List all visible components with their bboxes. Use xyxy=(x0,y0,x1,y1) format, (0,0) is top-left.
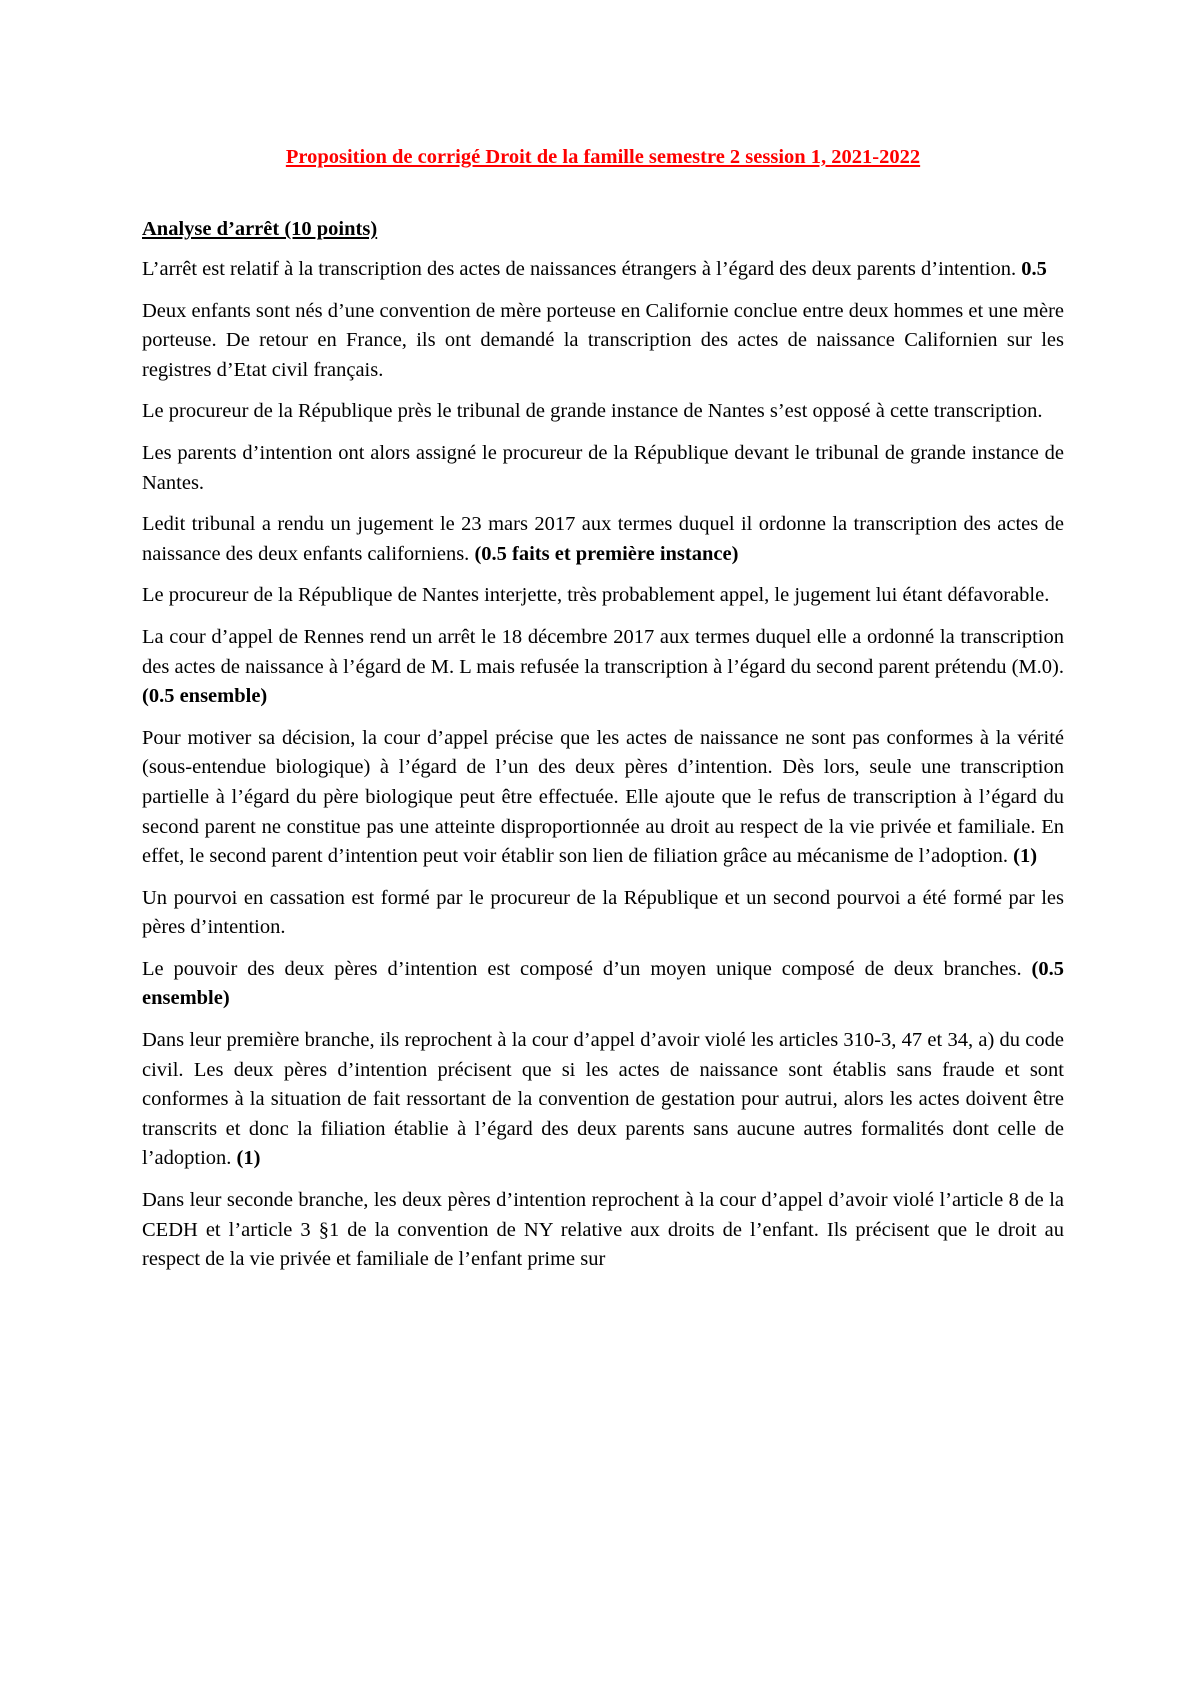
score-annotation: (0.5 ensemble) xyxy=(142,957,1064,1010)
paragraph xyxy=(142,955,1064,1014)
paragraph-text: Le procureur de la République près le tribunal de grande instance de Nantes s’est opposé à cette transcription. xyxy=(142,400,1043,423)
paragraph xyxy=(142,439,1064,498)
paragraph-list xyxy=(142,255,1064,1275)
paragraph-text: Deux enfants sont nés d’une convention de mère porteuse en Californie conclue entre deux hommes et une mère porteuse. De retour en France, ils ont demandé la transcription des actes de naissance Californien sur les registres d’Etat civil français. xyxy=(142,299,1064,381)
score-annotation: (0.5 ensemble) xyxy=(142,685,268,708)
paragraph xyxy=(142,724,1064,872)
paragraph xyxy=(142,255,1064,285)
paragraph xyxy=(142,510,1064,569)
paragraph-text: Le procureur de la République de Nantes interjette, très probablement appel, le jugement lui étant défavorable. xyxy=(142,584,1050,607)
score-annotation: (1) xyxy=(1013,845,1038,868)
document-title: Proposition de corrigé Droit de la famille semestre 2 session 1, 2021-2022 xyxy=(285,146,921,168)
score-annotation: (0.5 faits et première instance) xyxy=(474,542,739,565)
paragraph xyxy=(142,581,1064,611)
section-heading: Analyse d’arrêt (10 points) xyxy=(142,218,378,240)
paragraph xyxy=(142,397,1064,427)
paragraph-text: L’arrêt est relatif à la transcription des actes de naissances étrangers à l’égard des deux parents d’intention. xyxy=(142,258,1022,280)
paragraph xyxy=(142,1186,1064,1275)
paragraph-text: La cour d’appel de Rennes rend un arrêt le 18 décembre 2017 aux termes duquel elle a ordonné la transcription des actes de naissance à l’égard de M. L mais refusée la transcription à l’égard du second parent prétendu (M.0). xyxy=(142,625,1064,678)
paragraph xyxy=(142,884,1064,943)
paragraph-text: Le pouvoir des deux pères d’intention est composé d’un moyen unique composé de deux branches. xyxy=(142,957,1032,980)
paragraph-text: Les parents d’intention ont alors assigné le procureur de la République devant le tribunal de grande instance de Nantes. xyxy=(142,441,1064,494)
paragraph-text: Un pourvoi en cassation est formé par le procureur de la République et un second pourvoi a été formé par les pères d’intention. xyxy=(142,886,1064,939)
paragraph-text: Ledit tribunal a rendu un jugement le 23 mars 2017 aux termes duquel il ordonne la transcription des actes de naissance des deux enfants californiens. xyxy=(142,513,1064,565)
paragraph-text: Dans leur première branche, ils reprochent à la cour d’appel d’avoir violé les articles 310-3, 47 et 34, a) du code civil. Les deux pères d’intention précisent que si les actes de naissance sont établis sans fraude et sont conformes à la situation de fait ressortant de la convention de gestation pour autrui, alors les actes doivent être transcrits et donc la filiation établie à l’égard des deux parents sans aucune autres formalités dont celle de l’adoption. xyxy=(142,1029,1064,1170)
paragraph-text: Dans leur seconde branche, les deux pères d’intention reprochent à la cour d’appel d’avoir violé l’article 8 de la CEDH et l’article 3 §1 de la convention de NY relative aux droits de l’enfant. Ils précisent que le droit au respect de la vie privée et familiale de l’enfant prime sur xyxy=(142,1189,1064,1271)
paragraph xyxy=(142,297,1064,386)
score-annotation: (1) xyxy=(236,1147,261,1170)
paragraph xyxy=(142,1026,1064,1174)
paragraph xyxy=(142,623,1064,712)
score-annotation: 0.5 xyxy=(1021,258,1047,280)
paragraph-text: Pour motiver sa décision, la cour d’appel précise que les actes de naissance ne sont pas conformes à la vérité (sous-entendue biologique) à l’égard de l’un des deux pères d’intention. Dès lors, seule une transcription partielle à l’égard du père biologique peut être effectuée. Elle ajoute que le refus de transcription à l’égard du second parent ne constitue pas une atteinte disproportionnée au droit au respect de la vie privée et familiale. En effet, le second parent d’intention peut voir établir son lien de filiation grâce au mécanisme de l’adoption. xyxy=(142,726,1064,868)
